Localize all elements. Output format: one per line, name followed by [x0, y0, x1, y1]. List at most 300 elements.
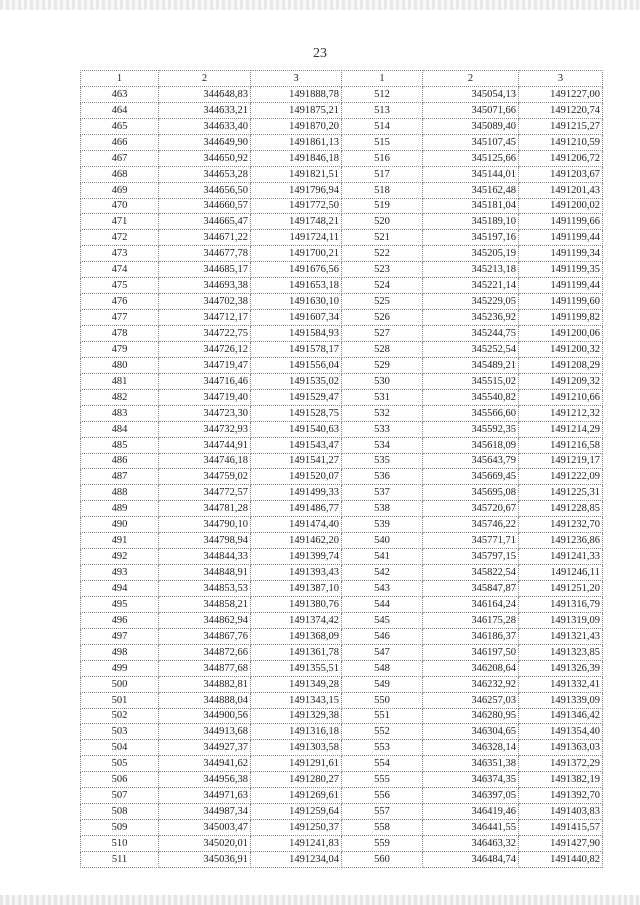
table-row: [81, 804, 603, 820]
point-number-cell: 479: [81, 341, 159, 357]
y-coordinate-cell: 1491215,27: [519, 118, 603, 134]
point-number-cell: 467: [81, 150, 159, 166]
x-coordinate-cell: 345771,71: [423, 533, 519, 549]
point-number-cell: 465: [81, 118, 159, 134]
table-row: [81, 772, 603, 788]
y-coordinate-cell: 1491861,13: [251, 134, 342, 150]
header-y-coordinate: 3: [251, 71, 342, 87]
y-coordinate-cell: 1491403,83: [519, 804, 603, 820]
point-number-cell: 511: [81, 851, 159, 867]
point-number-cell: 478: [81, 326, 159, 342]
x-coordinate-cell: 345221,14: [423, 278, 519, 294]
table-row: [81, 517, 603, 533]
x-coordinate-cell: 345669,45: [423, 469, 519, 485]
point-number-cell: 469: [81, 182, 159, 198]
y-coordinate-cell: 1491499,33: [251, 485, 342, 501]
point-number-cell: 508: [81, 804, 159, 820]
x-coordinate-cell: 344971,63: [159, 788, 251, 804]
table-row: [81, 453, 603, 469]
point-number-cell: 546: [342, 628, 423, 644]
x-coordinate-cell: 346328,14: [423, 740, 519, 756]
point-number-cell: 475: [81, 278, 159, 294]
x-coordinate-cell: 346484,74: [423, 851, 519, 867]
point-number-cell: 496: [81, 612, 159, 628]
x-coordinate-cell: 344693,38: [159, 278, 251, 294]
y-coordinate-cell: 1491222,09: [519, 469, 603, 485]
y-coordinate-cell: 1491349,28: [251, 676, 342, 692]
table-row: [81, 166, 603, 182]
y-coordinate-cell: 1491772,50: [251, 198, 342, 214]
point-number-cell: 526: [342, 310, 423, 326]
x-coordinate-cell: 345054,13: [423, 86, 519, 102]
y-coordinate-cell: 1491323,85: [519, 644, 603, 660]
x-coordinate-cell: 344685,17: [159, 262, 251, 278]
y-coordinate-cell: 1491303,58: [251, 740, 342, 756]
y-coordinate-cell: 1491208,29: [519, 357, 603, 373]
table-row: [81, 836, 603, 852]
y-coordinate-cell: 1491200,32: [519, 341, 603, 357]
y-coordinate-cell: 1491228,85: [519, 501, 603, 517]
table-row: [81, 660, 603, 676]
y-coordinate-cell: 1491199,82: [519, 310, 603, 326]
x-coordinate-cell: 344719,40: [159, 389, 251, 405]
y-coordinate-cell: 1491291,61: [251, 756, 342, 772]
point-number-cell: 538: [342, 501, 423, 517]
table-row: [81, 756, 603, 772]
table-row: [81, 262, 603, 278]
x-coordinate-cell: 344665,47: [159, 214, 251, 230]
point-number-cell: 519: [342, 198, 423, 214]
x-coordinate-cell: 346280,95: [423, 708, 519, 724]
x-coordinate-cell: 344746,18: [159, 453, 251, 469]
table-row: [81, 230, 603, 246]
table-row: [81, 310, 603, 326]
y-coordinate-cell: 1491392,70: [519, 788, 603, 804]
y-coordinate-cell: 1491556,04: [251, 357, 342, 373]
point-number-cell: 556: [342, 788, 423, 804]
point-number-cell: 504: [81, 740, 159, 756]
y-coordinate-cell: 1491212,32: [519, 405, 603, 421]
y-coordinate-cell: 1491382,19: [519, 772, 603, 788]
x-coordinate-cell: 344660,57: [159, 198, 251, 214]
y-coordinate-cell: 1491387,10: [251, 581, 342, 597]
x-coordinate-cell: 345822,54: [423, 565, 519, 581]
x-coordinate-cell: 346232,92: [423, 676, 519, 692]
x-coordinate-cell: 344671,22: [159, 230, 251, 246]
table-row: [81, 549, 603, 565]
y-coordinate-cell: 1491241,33: [519, 549, 603, 565]
x-coordinate-cell: 344872,66: [159, 644, 251, 660]
y-coordinate-cell: 1491241,83: [251, 836, 342, 852]
point-number-cell: 515: [342, 134, 423, 150]
y-coordinate-cell: 1491578,17: [251, 341, 342, 357]
y-coordinate-cell: 1491199,60: [519, 294, 603, 310]
y-coordinate-cell: 1491372,29: [519, 756, 603, 772]
table-row: [81, 246, 603, 262]
point-number-cell: 500: [81, 676, 159, 692]
point-number-cell: 551: [342, 708, 423, 724]
point-number-cell: 486: [81, 453, 159, 469]
table-row: [81, 86, 603, 102]
point-number-cell: 512: [342, 86, 423, 102]
y-coordinate-cell: 1491875,21: [251, 102, 342, 118]
x-coordinate-cell: 344744,91: [159, 437, 251, 453]
point-number-cell: 472: [81, 230, 159, 246]
y-coordinate-cell: 1491234,04: [251, 851, 342, 867]
point-number-cell: 497: [81, 628, 159, 644]
point-number-cell: 505: [81, 756, 159, 772]
table-row: [81, 820, 603, 836]
y-coordinate-cell: 1491529,47: [251, 389, 342, 405]
x-coordinate-cell: 346175,28: [423, 612, 519, 628]
point-number-cell: 482: [81, 389, 159, 405]
table-row: [81, 485, 603, 501]
x-coordinate-cell: 345847,87: [423, 581, 519, 597]
point-number-cell: 536: [342, 469, 423, 485]
y-coordinate-cell: 1491528,75: [251, 405, 342, 421]
point-number-cell: 531: [342, 389, 423, 405]
x-coordinate-cell: 345489,21: [423, 357, 519, 373]
table-row: [81, 692, 603, 708]
x-coordinate-cell: 346374,35: [423, 772, 519, 788]
point-number-cell: 539: [342, 517, 423, 533]
y-coordinate-cell: 1491227,00: [519, 86, 603, 102]
y-coordinate-cell: 1491535,02: [251, 373, 342, 389]
x-coordinate-cell: 345244,75: [423, 326, 519, 342]
x-coordinate-cell: 345643,79: [423, 453, 519, 469]
table-row: [81, 851, 603, 867]
x-coordinate-cell: 344956,38: [159, 772, 251, 788]
header-row: [81, 71, 603, 87]
y-coordinate-cell: 1491209,32: [519, 373, 603, 389]
y-coordinate-cell: 1491200,06: [519, 326, 603, 342]
y-coordinate-cell: 1491888,78: [251, 86, 342, 102]
y-coordinate-cell: 1491399,74: [251, 549, 342, 565]
point-number-cell: 553: [342, 740, 423, 756]
x-coordinate-cell: 346197,50: [423, 644, 519, 660]
x-coordinate-cell: 345162,48: [423, 182, 519, 198]
x-coordinate-cell: 344633,40: [159, 118, 251, 134]
x-coordinate-cell: 344853,53: [159, 581, 251, 597]
y-coordinate-cell: 1491354,40: [519, 724, 603, 740]
scan-top-edge: [0, 0, 640, 10]
table-row: [81, 724, 603, 740]
y-coordinate-cell: 1491210,66: [519, 389, 603, 405]
x-coordinate-cell: 345695,08: [423, 485, 519, 501]
x-coordinate-cell: 345540,82: [423, 389, 519, 405]
x-coordinate-cell: 344677,78: [159, 246, 251, 262]
y-coordinate-cell: 1491474,40: [251, 517, 342, 533]
point-number-cell: 522: [342, 246, 423, 262]
table-row: [81, 278, 603, 294]
point-number-cell: 492: [81, 549, 159, 565]
y-coordinate-cell: 1491374,42: [251, 612, 342, 628]
x-coordinate-cell: 344987,34: [159, 804, 251, 820]
point-number-cell: 516: [342, 150, 423, 166]
point-number-cell: 502: [81, 708, 159, 724]
y-coordinate-cell: 1491343,15: [251, 692, 342, 708]
x-coordinate-cell: 346164,24: [423, 596, 519, 612]
point-number-cell: 481: [81, 373, 159, 389]
table-row: [81, 341, 603, 357]
table-row: [81, 788, 603, 804]
point-number-cell: 542: [342, 565, 423, 581]
x-coordinate-cell: 346304,65: [423, 724, 519, 740]
y-coordinate-cell: 1491219,17: [519, 453, 603, 469]
table-body: [81, 86, 603, 867]
point-number-cell: 473: [81, 246, 159, 262]
table-row: [81, 628, 603, 644]
x-coordinate-cell: 345213,18: [423, 262, 519, 278]
y-coordinate-cell: 1491210,59: [519, 134, 603, 150]
x-coordinate-cell: 344941,62: [159, 756, 251, 772]
y-coordinate-cell: 1491462,20: [251, 533, 342, 549]
x-coordinate-cell: 345592,35: [423, 421, 519, 437]
scan-bottom-edge: [0, 895, 640, 905]
point-number-cell: 491: [81, 533, 159, 549]
y-coordinate-cell: 1491676,56: [251, 262, 342, 278]
point-number-cell: 483: [81, 405, 159, 421]
x-coordinate-cell: 344882,81: [159, 676, 251, 692]
table-row: [81, 612, 603, 628]
x-coordinate-cell: 344649,90: [159, 134, 251, 150]
y-coordinate-cell: 1491259,64: [251, 804, 342, 820]
table-row: [81, 389, 603, 405]
table-row: [81, 469, 603, 485]
point-number-cell: 517: [342, 166, 423, 182]
y-coordinate-cell: 1491355,51: [251, 660, 342, 676]
table-row: [81, 533, 603, 549]
point-number-cell: 485: [81, 437, 159, 453]
point-number-cell: 550: [342, 692, 423, 708]
point-number-cell: 493: [81, 565, 159, 581]
table-row: [81, 596, 603, 612]
x-coordinate-cell: 344722,75: [159, 326, 251, 342]
x-coordinate-cell: 344650,92: [159, 150, 251, 166]
point-number-cell: 534: [342, 437, 423, 453]
point-number-cell: 541: [342, 549, 423, 565]
x-coordinate-cell: 346351,38: [423, 756, 519, 772]
point-number-cell: 510: [81, 836, 159, 852]
y-coordinate-cell: 1491326,39: [519, 660, 603, 676]
page-number: 23: [313, 46, 327, 61]
x-coordinate-cell: 344844,33: [159, 549, 251, 565]
x-coordinate-cell: 344772,57: [159, 485, 251, 501]
y-coordinate-cell: 1491199,35: [519, 262, 603, 278]
y-coordinate-cell: 1491361,78: [251, 644, 342, 660]
point-number-cell: 477: [81, 310, 159, 326]
y-coordinate-cell: 1491199,66: [519, 214, 603, 230]
y-coordinate-cell: 1491251,20: [519, 581, 603, 597]
table-row: [81, 102, 603, 118]
y-coordinate-cell: 1491543,47: [251, 437, 342, 453]
x-coordinate-cell: 344900,56: [159, 708, 251, 724]
point-number-cell: 530: [342, 373, 423, 389]
y-coordinate-cell: 1491440,82: [519, 851, 603, 867]
y-coordinate-cell: 1491319,09: [519, 612, 603, 628]
x-coordinate-cell: 344927,37: [159, 740, 251, 756]
point-number-cell: 521: [342, 230, 423, 246]
table-row: [81, 294, 603, 310]
y-coordinate-cell: 1491321,43: [519, 628, 603, 644]
point-number-cell: 514: [342, 118, 423, 134]
table-row: [81, 565, 603, 581]
table-row: [81, 421, 603, 437]
y-coordinate-cell: 1491329,38: [251, 708, 342, 724]
y-coordinate-cell: 1491607,34: [251, 310, 342, 326]
y-coordinate-cell: 1491246,11: [519, 565, 603, 581]
x-coordinate-cell: 344848,91: [159, 565, 251, 581]
x-coordinate-cell: 344633,21: [159, 102, 251, 118]
x-coordinate-cell: 345189,10: [423, 214, 519, 230]
point-number-cell: 470: [81, 198, 159, 214]
point-number-cell: 535: [342, 453, 423, 469]
header-point-number: 1: [342, 71, 423, 87]
x-coordinate-cell: 345181,04: [423, 198, 519, 214]
point-number-cell: 533: [342, 421, 423, 437]
x-coordinate-cell: 345566,60: [423, 405, 519, 421]
table-row: [81, 214, 603, 230]
x-coordinate-cell: 345003,47: [159, 820, 251, 836]
point-number-cell: 547: [342, 644, 423, 660]
header-x-coordinate: 2: [159, 71, 251, 87]
point-number-cell: 468: [81, 166, 159, 182]
y-coordinate-cell: 1491214,29: [519, 421, 603, 437]
table-row: [81, 501, 603, 517]
x-coordinate-cell: 344702,38: [159, 294, 251, 310]
y-coordinate-cell: 1491520,07: [251, 469, 342, 485]
point-number-cell: 527: [342, 326, 423, 342]
y-coordinate-cell: 1491380,76: [251, 596, 342, 612]
point-number-cell: 501: [81, 692, 159, 708]
x-coordinate-cell: 345197,16: [423, 230, 519, 246]
y-coordinate-cell: 1491339,09: [519, 692, 603, 708]
table-row: [81, 182, 603, 198]
point-number-cell: 525: [342, 294, 423, 310]
table-row: [81, 373, 603, 389]
point-number-cell: 524: [342, 278, 423, 294]
y-coordinate-cell: 1491236,86: [519, 533, 603, 549]
table-row: [81, 405, 603, 421]
point-number-cell: 489: [81, 501, 159, 517]
x-coordinate-cell: 345236,92: [423, 310, 519, 326]
x-coordinate-cell: 346257,03: [423, 692, 519, 708]
y-coordinate-cell: 1491216,58: [519, 437, 603, 453]
x-coordinate-cell: 344867,76: [159, 628, 251, 644]
x-coordinate-cell: 346441,55: [423, 820, 519, 836]
table-row: [81, 437, 603, 453]
point-number-cell: 463: [81, 86, 159, 102]
y-coordinate-cell: 1491870,20: [251, 118, 342, 134]
x-coordinate-cell: 345746,22: [423, 517, 519, 533]
point-number-cell: 503: [81, 724, 159, 740]
point-number-cell: 548: [342, 660, 423, 676]
table-row: [81, 198, 603, 214]
y-coordinate-cell: 1491541,27: [251, 453, 342, 469]
coordinates-table: [80, 70, 603, 868]
point-number-cell: 464: [81, 102, 159, 118]
point-number-cell: 532: [342, 405, 423, 421]
y-coordinate-cell: 1491724,11: [251, 230, 342, 246]
y-coordinate-cell: 1491653,18: [251, 278, 342, 294]
x-coordinate-cell: 344653,28: [159, 166, 251, 182]
point-number-cell: 495: [81, 596, 159, 612]
point-number-cell: 480: [81, 357, 159, 373]
point-number-cell: 506: [81, 772, 159, 788]
x-coordinate-cell: 346397,05: [423, 788, 519, 804]
point-number-cell: 537: [342, 485, 423, 501]
point-number-cell: 494: [81, 581, 159, 597]
table-row: [81, 676, 603, 692]
y-coordinate-cell: 1491269,61: [251, 788, 342, 804]
table-row: [81, 740, 603, 756]
x-coordinate-cell: 344888,04: [159, 692, 251, 708]
table-row: [81, 150, 603, 166]
point-number-cell: 545: [342, 612, 423, 628]
point-number-cell: 528: [342, 341, 423, 357]
y-coordinate-cell: 1491346,42: [519, 708, 603, 724]
y-coordinate-cell: 1491232,70: [519, 517, 603, 533]
x-coordinate-cell: 344913,68: [159, 724, 251, 740]
point-number-cell: 471: [81, 214, 159, 230]
y-coordinate-cell: 1491796,94: [251, 182, 342, 198]
table-row: [81, 581, 603, 597]
x-coordinate-cell: 345618,09: [423, 437, 519, 453]
x-coordinate-cell: 344858,21: [159, 596, 251, 612]
point-number-cell: 499: [81, 660, 159, 676]
x-coordinate-cell: 346463,32: [423, 836, 519, 852]
point-number-cell: 529: [342, 357, 423, 373]
x-coordinate-cell: 345720,67: [423, 501, 519, 517]
x-coordinate-cell: 345107,45: [423, 134, 519, 150]
y-coordinate-cell: 1491393,43: [251, 565, 342, 581]
x-coordinate-cell: 344716,46: [159, 373, 251, 389]
y-coordinate-cell: 1491368,09: [251, 628, 342, 644]
table-row: [81, 708, 603, 724]
y-coordinate-cell: 1491540,63: [251, 421, 342, 437]
x-coordinate-cell: 344862,94: [159, 612, 251, 628]
x-coordinate-cell: 346419,46: [423, 804, 519, 820]
point-number-cell: 490: [81, 517, 159, 533]
x-coordinate-cell: 344781,28: [159, 501, 251, 517]
point-number-cell: 560: [342, 851, 423, 867]
point-number-cell: 487: [81, 469, 159, 485]
point-number-cell: 498: [81, 644, 159, 660]
y-coordinate-cell: 1491316,79: [519, 596, 603, 612]
y-coordinate-cell: 1491363,03: [519, 740, 603, 756]
y-coordinate-cell: 1491200,02: [519, 198, 603, 214]
table-row: [81, 118, 603, 134]
x-coordinate-cell: 344719,47: [159, 357, 251, 373]
table-row: [81, 326, 603, 342]
y-coordinate-cell: 1491201,43: [519, 182, 603, 198]
y-coordinate-cell: 1491415,57: [519, 820, 603, 836]
y-coordinate-cell: 1491700,21: [251, 246, 342, 262]
x-coordinate-cell: 345020,01: [159, 836, 251, 852]
x-coordinate-cell: 345071,66: [423, 102, 519, 118]
table-row: [81, 357, 603, 373]
point-number-cell: 554: [342, 756, 423, 772]
point-number-cell: 518: [342, 182, 423, 198]
y-coordinate-cell: 1491206,72: [519, 150, 603, 166]
point-number-cell: 549: [342, 676, 423, 692]
point-number-cell: 488: [81, 485, 159, 501]
y-coordinate-cell: 1491630,10: [251, 294, 342, 310]
point-number-cell: 476: [81, 294, 159, 310]
x-coordinate-cell: 344790,10: [159, 517, 251, 533]
point-number-cell: 555: [342, 772, 423, 788]
x-coordinate-cell: 345036,91: [159, 851, 251, 867]
